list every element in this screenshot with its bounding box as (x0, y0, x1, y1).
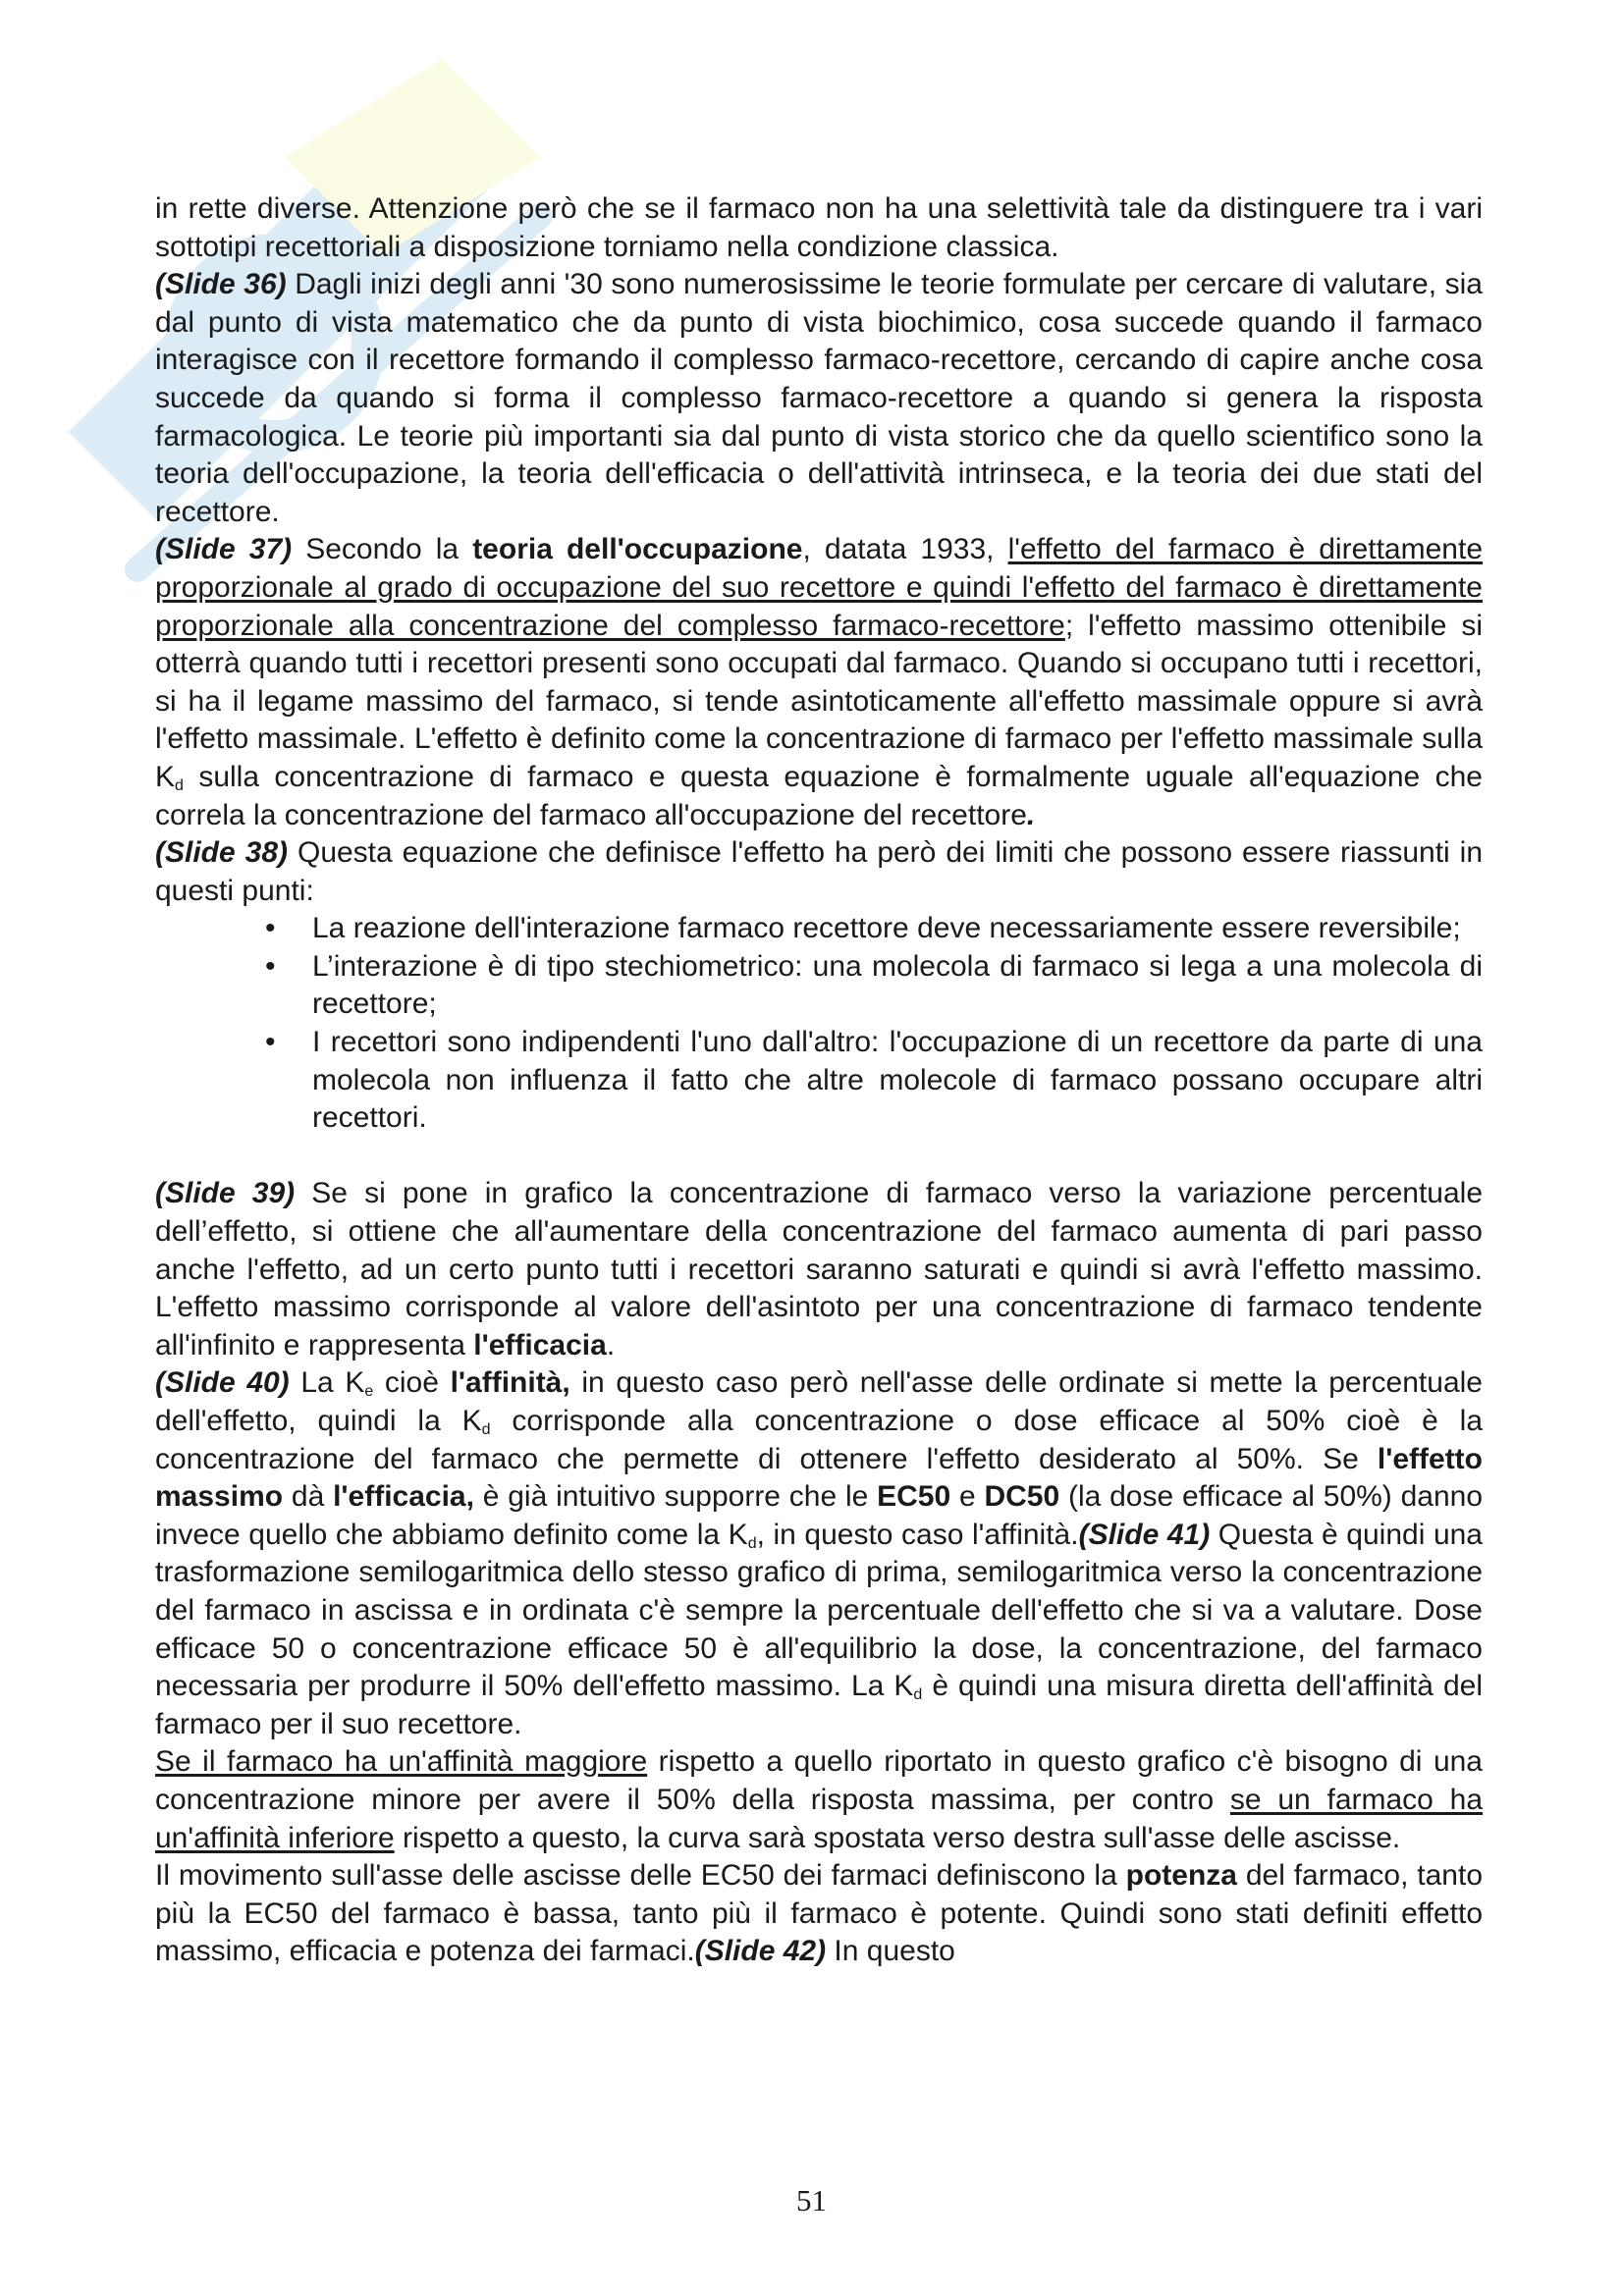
paragraph-slide-39: (Slide 39) Se si pone in grafico la concentrazione di farmaco verso la variazione percentuale dell’effetto, si ottiene che all'aumentare della concentrazione del farmaco aumenta di pari passo anche l'effetto, ad un certo punto tutti i recettori saranno saturati e quindi si avrà l'effetto massimo. L'effetto massimo corrisponde al valore dell'asintoto per una concentrazione di farmaco tendente all'infinito e rappresenta l'efficacia. (155, 1177, 1484, 1362)
slide-39-tag: (Slide 39) (155, 1177, 296, 1210)
paragraph-slide-36: (Slide 36) Dagli inizi degli anni '30 sono numerosissime le teorie formulate per cercare di valutare, sia dal punto di vista matematico che da punto di vista biochimico, cosa succede quando il farmaco interagisce con il recettore formando il complesso farmaco-recettore, cercando di capire anche cosa succede da quando si forma il complesso farmaco-recettore a quando si genera la risposta farmacologica. Le teorie più importanti sia dal punto di vista storico che da quello scientifico sono la teoria dell'occupazione, la teoria dell'efficacia o dell'attività intrinseca, e la teoria dei due stati del recettore. (155, 268, 1483, 528)
list-item: • La reazione dell'interazione farmaco recettore deve necessariamente essere reversibile; (312, 910, 1483, 948)
slide-40-tag: (Slide 40) (155, 1366, 290, 1400)
slide-36-tag: (Slide 36) (155, 268, 287, 301)
list-item: • L’interazione è di tipo stechiometrico: una molecola di farmaco si lega a una molecola di recettore; (312, 948, 1483, 1024)
term-efficacy: l'efficacia (473, 1328, 607, 1362)
paragraph-intro: in rette diverse. Attenzione però che se il farmaco non ha una selettività tale da distinguere tra i vari sottotipi recettoriali a disposizione torniamo nella condizione classica. (155, 192, 1483, 263)
blank-line (155, 1138, 1483, 1176)
document-body (155, 190, 1483, 1971)
term-affinity: l'affinità, (450, 1366, 570, 1400)
underlined-definition: l'effetto del farmaco è direttamente proporzionale al grado di occupazione del suo recettore e quindi l'effetto del farmaco è direttamente proporzionale alla concentrazione del complesso farmaco-recettore (155, 533, 1483, 642)
slide-41-tag: (Slide 41) (1078, 1518, 1211, 1551)
term-occupation-theory: teoria dell'occupazione (472, 533, 803, 566)
paragraph-slide-38: (Slide 38) Questa equazione che definisce l'effetto ha però dei limiti che possono essere riassunti in questi punti: (155, 836, 1484, 907)
slide-37-tag: (Slide 37) (155, 533, 293, 566)
term-potency: potenza (1125, 1859, 1237, 1893)
list-item: • I recettori sono indipendenti l'uno dall'altro: l'occupazione di un recettore da parte di una molecola non influenza il fatto che altre molecole di farmaco possano occupare altri recettori. (312, 1024, 1483, 1138)
slide-42-tag: (Slide 42) (694, 1935, 827, 1968)
page-number: 51 (796, 2183, 827, 2217)
slide-38-tag: (Slide 38) (155, 836, 289, 870)
paragraph-slide-37: (Slide 37) Secondo la teoria dell'occupazione, datata 1933, l'effetto del farmaco è direttamente proporzionale al grado di occupazione del suo recettore e quindi l'effetto del farmaco è direttamente proporzionale alla concentrazione del complesso farmaco-recettore; l'effetto massimo ottenibile si otterrà quando tutti i recettori presenti sono occupati dal farmaco. Quando si occupano tutti i recettori, si ha il legame massimo del farmaco, si tende asintoticamente all'effetto massimale oppure si avrà l'effetto massimale. L'effetto è definito come la concentrazione di farmaco per l'effetto massimale sulla $K_d$ sulla concentrazione di farmaco e questa equazione è formalmente uguale all'equazione che correla la concentrazione del farmaco all'occupazione del recettore. (155, 533, 1483, 831)
paragraph-potency: Il movimento sull'asse delle ascisse delle EC50 dei farmaci definiscono la potenza del farmaco, tanto più la EC50 del farmaco è bassa, tanto più il farmaco è potente. Quindi sono stati definiti effetto massimo, efficacia e potenza dei farmaci.(Slide 42) In questo (155, 1859, 1484, 1968)
paragraph-slide-40-41: (Slide 40) La $K_e$ cioè l'affinità, in questo caso però nell'asse delle ordinate si mette la percentuale dell'effetto, quindi la $K_d$ corrisponde alla concentrazione o dose efficace al 50% cioè è la concentrazione del farmaco che permette di ottenere l'effetto desiderato al 50%. Se l'effetto massimo dà l'efficacia, è già intuitivo supporre che le EC50 e DC50 (la dose efficace al 50%) danno invece quello che abbiamo definito come la $K_d$, in questo caso l'affinità.(Slide 41) Questa è quindi una trasformazione semilogaritmica dello stesso grafico di prima, semilogaritmica verso la concentrazione del farmaco in ascissa e in ordinata c'è sempre la percentuale dell'effetto che si va a valutare. Dose efficace 50 o concentrazione efficace 50 è all'equilibrio la dose, la concentrazione, del farmaco necessaria per produrre il 50% dell'effetto massimo. La $K_d$ è quindi una misura diretta dell'affinità del farmaco per il suo recettore. Se il farmaco ha un'affinità maggiore rispetto a quello riportato in questo grafico c'è bisogno di una concentrazione minore per avere il 50% della risposta massima, per contro se un farmaco ha un'affinità inferiore rispetto a questo, la curva sarà spostata verso destra sull'asse delle ascisse. (155, 1366, 1484, 1854)
limits-list (155, 910, 1483, 1138)
